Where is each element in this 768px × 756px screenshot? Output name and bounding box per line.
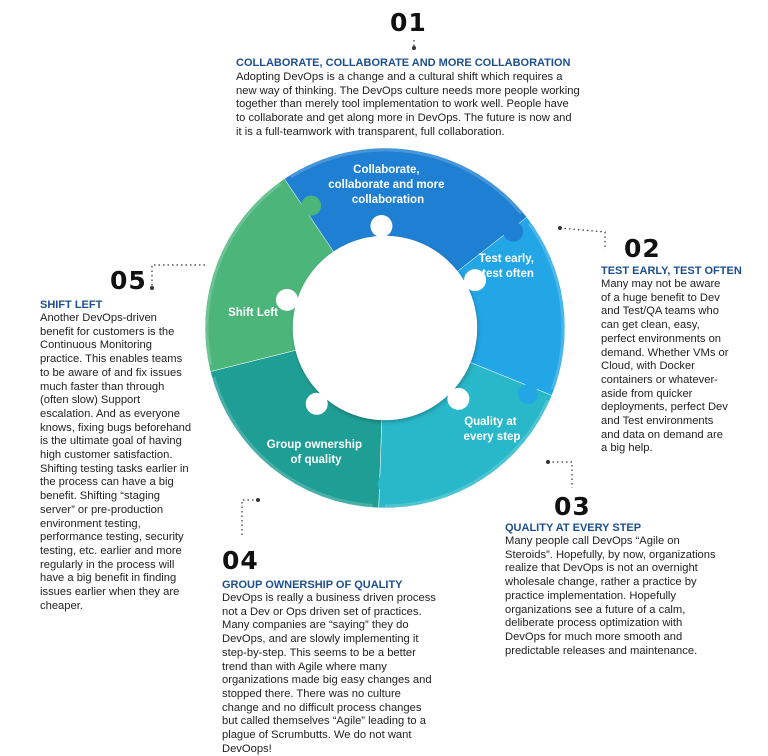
wheel-label-test: Test early, test often: [478, 253, 534, 280]
knob-collaborate-test: [503, 222, 523, 242]
knob-shift-collaborate: [301, 196, 321, 216]
item-03-text: Many people call DevOps “Agile on Steroids”. Hopefully, by now, organizations realize that DevOps is not an overnight wholesale change, rather a practice by practice implementation. Hopefully organizations see a future of a calm, deliberate process optimization with DevOps for much more smooth and predictable releases and maintenance.: [505, 535, 716, 657]
item-05-number: 05: [110, 266, 147, 295]
leader-line-03: [548, 462, 572, 488]
knob-quality-group: [378, 474, 398, 494]
knob-test-quality: [518, 384, 538, 404]
item-01-text: Adopting DevOps is a change and a cultural shift which requires a new way of thinking. The DevOps culture needs more people working together than merely tool implementation to work well. People have to collaborate and get along more in DevOps. The future is now and it is a full-teamwork with transparent, full collaboration.: [236, 71, 580, 138]
item-03-number: 03: [554, 492, 591, 521]
item-02-number: 02: [624, 234, 661, 263]
item-05-title: SHIFT LEFT: [40, 299, 103, 311]
leader-line-05: [152, 265, 205, 288]
leader-line-04: [242, 500, 258, 535]
wheel-label-collaborate: Collaborate, collaborate and more collaboration: [328, 164, 445, 206]
item-04-number: 04: [222, 546, 259, 575]
item-05-text: Another DevOps-driven benefit for customers is the Continuous Monitoring practice. This enables teams to be aware of and fix issues much faster than through (often slow) Support escalation. And as everyone knows, fixing bugs beforehand is the ultimate goal of having high customer satisfaction. Shifting testing tasks earlier in the process can have a big benefit. Shifting “staging server” or pre-production environment testing, performance testing, security testing, etc. earlier and more regularly in the process will have a big benefit in finding issues earlier when they are cheaper.: [40, 312, 192, 612]
knob-top: [370, 215, 392, 237]
knob-group-shift: [233, 364, 253, 384]
wheel-label-quality: Quality at every step: [463, 416, 521, 443]
wheel-label-shift: Shift Left: [228, 307, 278, 319]
leader-line-02: [560, 228, 605, 250]
knob-left: [276, 289, 298, 311]
item-02-title: TEST EARLY, TEST OFTEN: [601, 265, 742, 277]
item-01-title: COLLABORATE, COLLABORATE AND MORE COLLABORATION: [236, 57, 571, 69]
item-04-text: DevOps is really a business driven process not a Dev or Ops driven set of practices. Many companies are “saying” they do DevOps, and are slowly implementing it step-by-step. This seems to be a better trend than with Agile where many organizations made big easy changes and stopped there. There was no culture change and no difficult process changes but called themselves “Agile” leading to a plague of Scrumbutts. We do not want DevOops!: [222, 592, 436, 755]
item-04-title: GROUP OWNERSHIP OF QUALITY: [222, 579, 403, 591]
wheel-label-group: Group ownership of quality: [266, 439, 362, 466]
knob-lower-left: [306, 393, 328, 415]
item-01-number: 01: [390, 8, 427, 37]
item-03-title: QUALITY AT EVERY STEP: [505, 522, 642, 534]
knob-lower-right: [447, 388, 469, 410]
item-02-text: Many may not be aware of a huge benefit to Dev and Test/QA teams who can get clean, easy, perfect environments on demand. Whether VMs or Cloud, with Docker containers or whatever- aside from quicker deployments, perfect Dev and Test environments and data on demand are a big help.: [601, 278, 729, 455]
